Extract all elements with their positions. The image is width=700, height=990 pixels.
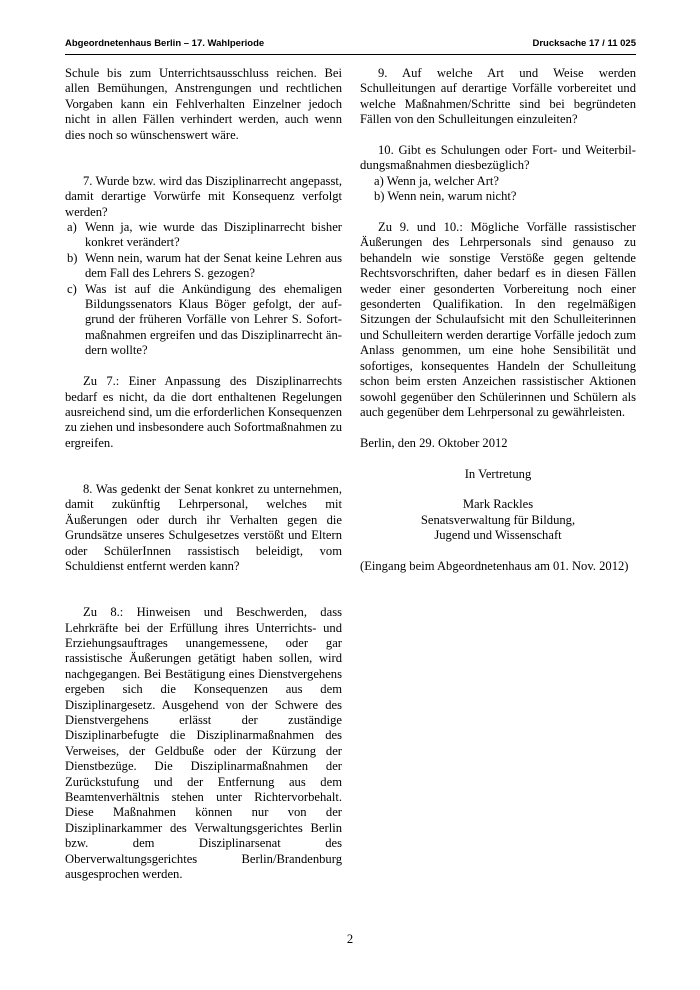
item-marker: b) bbox=[67, 250, 78, 265]
page-header bbox=[65, 38, 636, 54]
left-column bbox=[65, 66, 342, 882]
question-7-item-a bbox=[65, 220, 342, 251]
item-text: Wenn ja, wie wurde das Disziplinarrecht bisher konkret verändert? bbox=[85, 220, 342, 250]
question-7-item-b bbox=[65, 251, 342, 282]
item-text: Wenn nein, warum hat der Senat keine Lehren aus dem Fall des Lehrers S. gezogen? bbox=[85, 250, 342, 281]
right-column bbox=[360, 66, 636, 574]
item-marker: c) bbox=[67, 281, 77, 296]
header-divider bbox=[65, 54, 636, 55]
answer-9-10: Zu 9. und 10.: Mögliche Vorfälle rassistischer Äußerungen des Lehrpersonals sind genauso zu behandeln wie sonstige Verstöße gegen geltende Rechtsvorschriften, daher bedarf es in diesen Fällen weder einer gesonderten Vorbereitung noch einer gesonderten Qualifikation. In den regelmäßigen Sitzungen der Schulaufsicht mit den Schulleiterinnen und Schulleitern werden derartige Vorfälle jedoch zum Anlass genommen, um eine hohe Sensibilität und sofortiges, konsequentes Handeln der Schulleitung schon beim ersten Anzeichen rassistischer Aktionen sowohl gegenüber den Schülerinnen und Schülern als auch gegenüber dem Lehrpersonal zu gewährleisten. bbox=[360, 220, 636, 419]
question-7: 7. Wurde bzw. wird das Disziplinarrecht angepasst, damit derartige Vorwürfe mit Konsequenz verfolgt werden? bbox=[65, 173, 342, 219]
receipt-note: (Eingang beim Abgeordnetenhaus am 01. Nov. 2012) bbox=[360, 558, 629, 573]
answer-7: Zu 7.: Einer Anpassung des Disziplinarrechts bedarf es nicht, da die dort enthaltenen Regelungen ausreichend sind, um die erforderlichen Konsequenzen zu ziehen und insbesondere auch Sofortmaßnahmen zu ergreifen. bbox=[65, 374, 342, 450]
question-10: 10. Gibt es Schulungen oder Fort- und Weiterbildungsmaßnahmen diesbezüglich? bbox=[360, 143, 636, 173]
item-text: Was ist auf die Ankündigung des ehemaligen Bildungssenators Klaus Böger gefolgt, der aufgrund der früheren Vorfälle von Lehrer S. Sofortmaßnahmen ergreifen und das Disziplinarrecht ändern wollte? bbox=[85, 281, 342, 358]
signer-org-line-1: Senatsverwaltung für Bildung, bbox=[420, 512, 576, 527]
question-10-item-b: b) Wenn nein, warum nicht? bbox=[374, 189, 517, 204]
signature-date: Berlin, den 29. Oktober 2012 bbox=[360, 435, 508, 450]
header-parliament: Abgeordnetenhaus Berlin – 17. Wahlperiode bbox=[65, 38, 265, 49]
question-8: 8. Was gedenkt der Senat konkret zu unternehmen, damit zukünftig Lehrpersonal, welches mit Äußerungen oder durch ihr Verhalten gegen die Grundsätze unseres Schulgesetzes verstößt und Eltern oder SchülerInnen rassistisch beleidigt, vom Schuldienst entfernt werden kann? bbox=[65, 481, 342, 573]
page-number: 2 bbox=[346, 932, 354, 946]
answer-8: Zu 8.: Hinweisen und Beschwerden, dass Lehrkräfte bei der Erfüllung ihres Unterrichts- und Erziehungsauftrages unangemessene, oder gar rassistische Äußerungen getätigt haben sollen, wird nachgegangen. Bei Bestätigung eines Dienstvergehens ergeben sich die Konsequenzen aus dem Disziplinargesetz. Ausgehend von der Schwere des Dienstvergehens erlässt der zuständige Disziplinarbefugte die Disziplinarmaßnahmen des Verweises, der Geldbuße oder der Kürzung der Dienstbezüge. Die Disziplinarmaßnahmen der Zurückstufung und der Entfernung aus dem Beamtenverhältnis stehen unter Richtervorbehalt. Diese Maßnahmen können nur von der Disziplinarkammer des Verwaltungsgerichtes Berlin bzw. dem Disziplinarsenat des Oberverwaltungsgerichtes Berlin/Brandenburg ausgesprochen werden. bbox=[65, 605, 342, 882]
intro-paragraph: Schule bis zum Unterrichtsausschluss reichen. Bei allen Bemühungen, Anstrengungen und rechtlichen Vorgaben kann ein Fehlverhalten Einzelner jedoch nicht in allen Fällen verhindert werden, auch wenn dies noch so wünschenswert wäre. bbox=[65, 66, 342, 142]
question-7-item-c bbox=[65, 282, 342, 359]
question-10-item-a: a) Wenn ja, welcher Art? bbox=[374, 173, 499, 188]
item-marker: a) bbox=[67, 220, 77, 235]
header-document-number: Drucksache 17 / 11 025 bbox=[532, 38, 636, 49]
signer-org-line-2: Jugend und Wissenschaft bbox=[434, 528, 562, 543]
question-9: 9. Auf welche Art und Weise werden Schulleitungen auf derartige Vorfälle vorbereitet und welche Maßnahmen/Schritte sind bei begründeten Fällen von den Schulleitungen einzuleiten? bbox=[360, 66, 636, 127]
signer-name: Mark Rackles bbox=[462, 497, 534, 512]
in-vertretung: In Vertretung bbox=[464, 466, 532, 481]
